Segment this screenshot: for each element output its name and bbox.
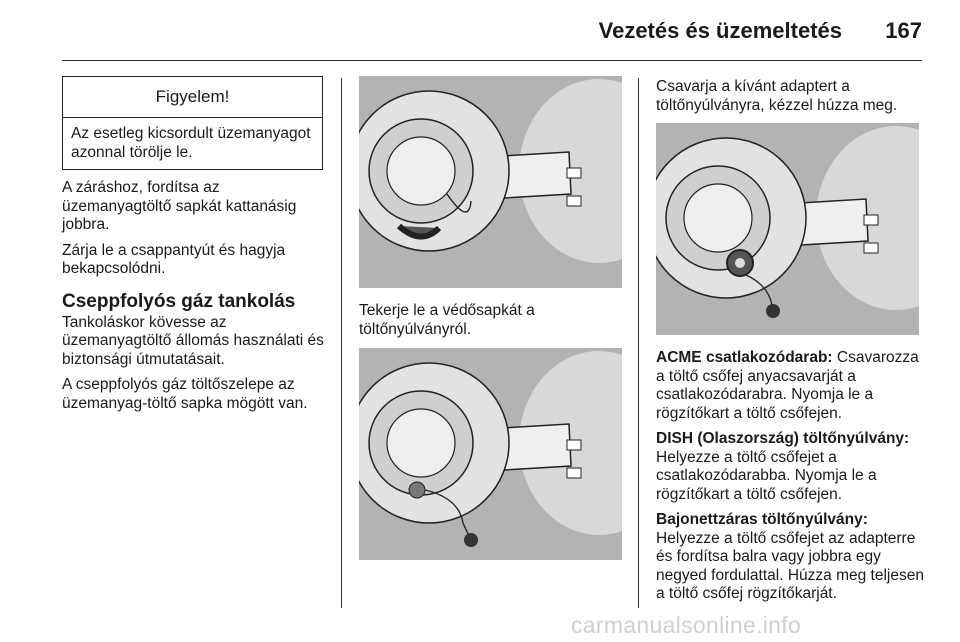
warning-text: Az esetleg kicsordult üzemanyagot azonnal törölje le. <box>71 125 311 161</box>
column-3-intro: Csavarja a kívánt adaptert a töltőnyúlványra, kézzel húzza meg. <box>656 78 898 114</box>
header-rule <box>62 60 922 61</box>
term-dish: DISH (Olaszország) töltőnyúlvány: <box>656 430 910 447</box>
column-1-text <box>62 179 324 420</box>
paragraph-acme <box>656 349 931 423</box>
figure-filler-neck-hanging-cap <box>359 348 622 560</box>
header-title: Vezetés és üzemeltetés <box>598 18 842 43</box>
paragraph-station-instructions: Tankoláskor kövesse az üzemanyagtöltő állomás használati és biztonsági útmutatásait. <box>62 313 324 368</box>
warning-box <box>62 76 323 170</box>
text-dish: Helyezze a töltő csőfejet a csatlakozódarabba. Nyomja le a rögzítőkart a töltő csőfejen. <box>656 448 877 503</box>
paragraph-bayonet <box>656 511 931 604</box>
warning-title: Figyelem! <box>63 77 322 118</box>
text-acme: Csavarozza a töltő csőfej anyacsavarját a csatlakozódarabra. Nyomja le a rögzítőkart a töltő csőfejen. <box>656 349 919 422</box>
text-bayonet: Helyezze a töltő csőfejet az adapterre és fordítsa balra vagy jobbra egy negyed fordulattal. Húzza meg teljesen a töltő csőfej rögzítőkarját. <box>656 529 924 602</box>
paragraph-close-cap: A záráshoz, fordítsa az üzemanyagtöltő sapkát kattanásig jobbra. <box>62 179 297 233</box>
figure-caption-remove-cap: Tekerje le a védősapkát a töltőnyúlványról. <box>359 302 535 338</box>
watermark: carmanualsonline.info <box>571 612 802 638</box>
column-3-text <box>656 349 931 611</box>
page-number: 167 <box>885 18 922 43</box>
section-heading-lpg: Cseppfolyós gáz tankolás <box>62 290 296 312</box>
figure-fuel-flap-cap <box>359 76 622 288</box>
paragraph-dish <box>656 430 931 504</box>
paragraph-close-flap: Zárja le a csappantyút és hagyja bekapcsolódni. <box>62 241 286 277</box>
column-divider-1 <box>341 78 342 608</box>
figure-adapter-fitted <box>656 123 919 335</box>
term-bayonet: Bajonettzáras töltőnyúlvány: <box>656 511 868 528</box>
column-divider-2 <box>638 78 639 608</box>
paragraph-valve-location: A cseppfolyós gáz töltőszelepe az üzemanyag-töltő sapka mögött van. <box>62 376 308 412</box>
term-acme: ACME csatlakozódarab: <box>656 349 833 366</box>
